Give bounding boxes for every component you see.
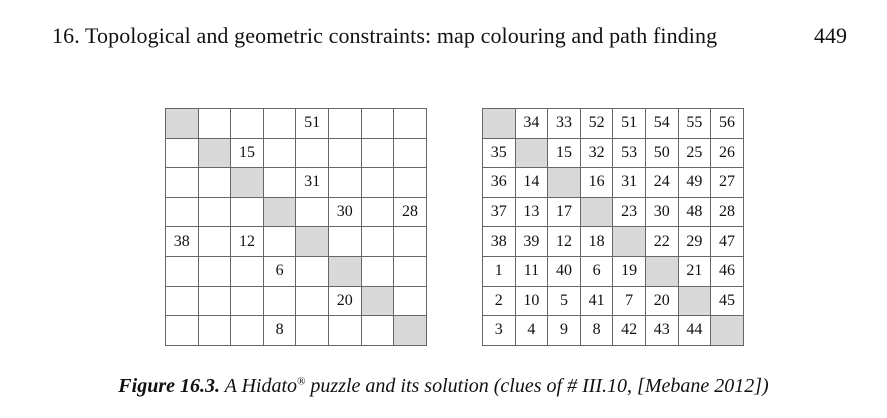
puzzle-cell <box>361 197 394 227</box>
solution-cell: 19 <box>613 256 646 286</box>
solution-row <box>483 197 744 227</box>
solution-cell: 8 <box>580 316 613 346</box>
solution-cell <box>483 109 516 139</box>
solution-cell: 5 <box>548 286 581 316</box>
solution-cell <box>613 227 646 257</box>
puzzle-cell <box>296 316 329 346</box>
solution-cell: 52 <box>580 109 613 139</box>
puzzle-cell <box>231 197 264 227</box>
running-head-title: 16. Topological and geometric constraints: map colouring and path finding <box>52 23 718 48</box>
puzzle-cell: 20 <box>328 286 361 316</box>
solution-row <box>483 138 744 168</box>
solution-cell: 11 <box>515 256 548 286</box>
solution-cell: 51 <box>613 109 646 139</box>
puzzle-cell <box>361 227 394 257</box>
solution-cell: 45 <box>711 286 744 316</box>
puzzle-cell: 12 <box>231 227 264 257</box>
puzzle-cell <box>361 109 394 139</box>
puzzle-cell <box>263 109 296 139</box>
puzzle-cell <box>394 138 427 168</box>
solution-cell: 34 <box>515 109 548 139</box>
puzzle-row <box>166 227 427 257</box>
solution-cell: 26 <box>711 138 744 168</box>
solution-cell: 36 <box>483 168 516 198</box>
solution-cell: 33 <box>548 109 581 139</box>
puzzle-cell <box>394 109 427 139</box>
hidato-solution-grid <box>482 108 744 346</box>
puzzle-cell: 28 <box>394 197 427 227</box>
puzzle-cell: 31 <box>296 168 329 198</box>
solution-cell: 30 <box>645 197 678 227</box>
puzzle-cell <box>328 227 361 257</box>
puzzle-cell <box>198 168 231 198</box>
solution-cell <box>548 168 581 198</box>
solution-cell: 35 <box>483 138 516 168</box>
solution-cell: 15 <box>548 138 581 168</box>
puzzle-cell <box>296 227 329 257</box>
solution-cell: 32 <box>580 138 613 168</box>
solution-cell: 7 <box>613 286 646 316</box>
puzzle-row <box>166 316 427 346</box>
puzzle-row <box>166 286 427 316</box>
solution-cell: 49 <box>678 168 711 198</box>
registered-trademark-mark: ® <box>297 375 306 388</box>
hidato-puzzle-grid <box>165 108 427 346</box>
puzzle-cell <box>296 256 329 286</box>
puzzle-cell: 6 <box>263 256 296 286</box>
puzzle-cell <box>394 168 427 198</box>
puzzle-cell <box>328 256 361 286</box>
page-number: 449 <box>814 23 847 48</box>
puzzle-cell <box>231 109 264 139</box>
solution-cell: 4 <box>515 316 548 346</box>
puzzle-cell <box>394 316 427 346</box>
puzzle-cell <box>263 286 296 316</box>
solution-cell: 44 <box>678 316 711 346</box>
puzzle-cell <box>166 316 199 346</box>
puzzle-row <box>166 138 427 168</box>
puzzle-cell: 38 <box>166 227 199 257</box>
solution-cell: 46 <box>711 256 744 286</box>
puzzle-cell <box>296 286 329 316</box>
puzzle-cell <box>166 286 199 316</box>
solution-cell: 1 <box>483 256 516 286</box>
puzzle-cell <box>328 138 361 168</box>
solution-cell: 43 <box>645 316 678 346</box>
solution-cell: 12 <box>548 227 581 257</box>
puzzle-cell <box>198 256 231 286</box>
solution-row <box>483 168 744 198</box>
solution-grid-body <box>483 109 744 346</box>
puzzle-row <box>166 197 427 227</box>
puzzle-cell <box>166 256 199 286</box>
solution-cell: 3 <box>483 316 516 346</box>
solution-cell: 25 <box>678 138 711 168</box>
puzzle-cell: 51 <box>296 109 329 139</box>
solution-cell: 18 <box>580 227 613 257</box>
puzzle-cell <box>361 286 394 316</box>
puzzle-grid-body <box>166 109 427 346</box>
solution-cell <box>580 197 613 227</box>
solution-cell: 21 <box>678 256 711 286</box>
puzzle-cell <box>231 316 264 346</box>
solution-cell: 10 <box>515 286 548 316</box>
puzzle-cell <box>198 316 231 346</box>
solution-cell: 24 <box>645 168 678 198</box>
puzzle-cell <box>361 168 394 198</box>
solution-cell: 14 <box>515 168 548 198</box>
solution-row <box>483 316 744 346</box>
solution-cell: 22 <box>645 227 678 257</box>
puzzle-row <box>166 109 427 139</box>
solution-cell: 2 <box>483 286 516 316</box>
solution-row <box>483 227 744 257</box>
puzzle-cell <box>328 168 361 198</box>
solution-cell: 6 <box>580 256 613 286</box>
puzzle-cell <box>166 168 199 198</box>
puzzle-cell: 8 <box>263 316 296 346</box>
solution-cell: 31 <box>613 168 646 198</box>
puzzle-cell <box>231 286 264 316</box>
solution-cell: 38 <box>483 227 516 257</box>
solution-cell: 50 <box>645 138 678 168</box>
solution-cell: 54 <box>645 109 678 139</box>
solution-cell: 13 <box>515 197 548 227</box>
solution-cell <box>711 316 744 346</box>
puzzle-cell <box>296 138 329 168</box>
puzzle-cell <box>263 138 296 168</box>
puzzle-cell <box>231 256 264 286</box>
puzzle-cell <box>198 138 231 168</box>
solution-cell: 53 <box>613 138 646 168</box>
puzzle-cell: 15 <box>231 138 264 168</box>
figure-label: Figure 16.3. <box>118 375 220 397</box>
solution-cell: 20 <box>645 286 678 316</box>
puzzle-cell <box>394 227 427 257</box>
solution-cell: 42 <box>613 316 646 346</box>
puzzle-cell <box>198 227 231 257</box>
caption-text-part-2: puzzle and its solution (clues of # III.10, [Mebane 2012]) <box>305 375 769 397</box>
solution-cell: 41 <box>580 286 613 316</box>
solution-cell: 16 <box>580 168 613 198</box>
puzzle-cell <box>361 316 394 346</box>
puzzle-cell <box>166 197 199 227</box>
puzzle-cell <box>296 197 329 227</box>
puzzle-cell <box>166 109 199 139</box>
puzzle-cell <box>394 256 427 286</box>
solution-cell: 48 <box>678 197 711 227</box>
solution-cell <box>645 256 678 286</box>
solution-cell: 28 <box>711 197 744 227</box>
puzzle-cell <box>328 316 361 346</box>
solution-cell: 56 <box>711 109 744 139</box>
solution-cell: 29 <box>678 227 711 257</box>
puzzle-cell <box>198 197 231 227</box>
puzzle-cell <box>166 138 199 168</box>
puzzle-cell <box>198 286 231 316</box>
puzzle-row <box>166 168 427 198</box>
puzzle-row <box>166 256 427 286</box>
solution-cell: 17 <box>548 197 581 227</box>
puzzle-cell <box>263 227 296 257</box>
solution-cell <box>678 286 711 316</box>
solution-cell: 55 <box>678 109 711 139</box>
solution-cell: 40 <box>548 256 581 286</box>
puzzle-cell <box>263 168 296 198</box>
puzzle-cell <box>328 109 361 139</box>
puzzle-cell <box>361 138 394 168</box>
puzzle-cell <box>198 109 231 139</box>
caption-text-part-1: A Hidato <box>219 375 298 397</box>
solution-cell: 39 <box>515 227 548 257</box>
solution-cell <box>515 138 548 168</box>
solution-row <box>483 286 744 316</box>
puzzle-cell <box>231 168 264 198</box>
puzzle-cell <box>394 286 427 316</box>
figure-caption <box>0 375 887 398</box>
solution-cell: 37 <box>483 197 516 227</box>
solution-cell: 47 <box>711 227 744 257</box>
puzzle-cell: 30 <box>328 197 361 227</box>
solution-row <box>483 109 744 139</box>
solution-cell: 9 <box>548 316 581 346</box>
solution-cell: 27 <box>711 168 744 198</box>
solution-row <box>483 256 744 286</box>
puzzle-cell <box>263 197 296 227</box>
solution-cell: 23 <box>613 197 646 227</box>
puzzle-cell <box>361 256 394 286</box>
